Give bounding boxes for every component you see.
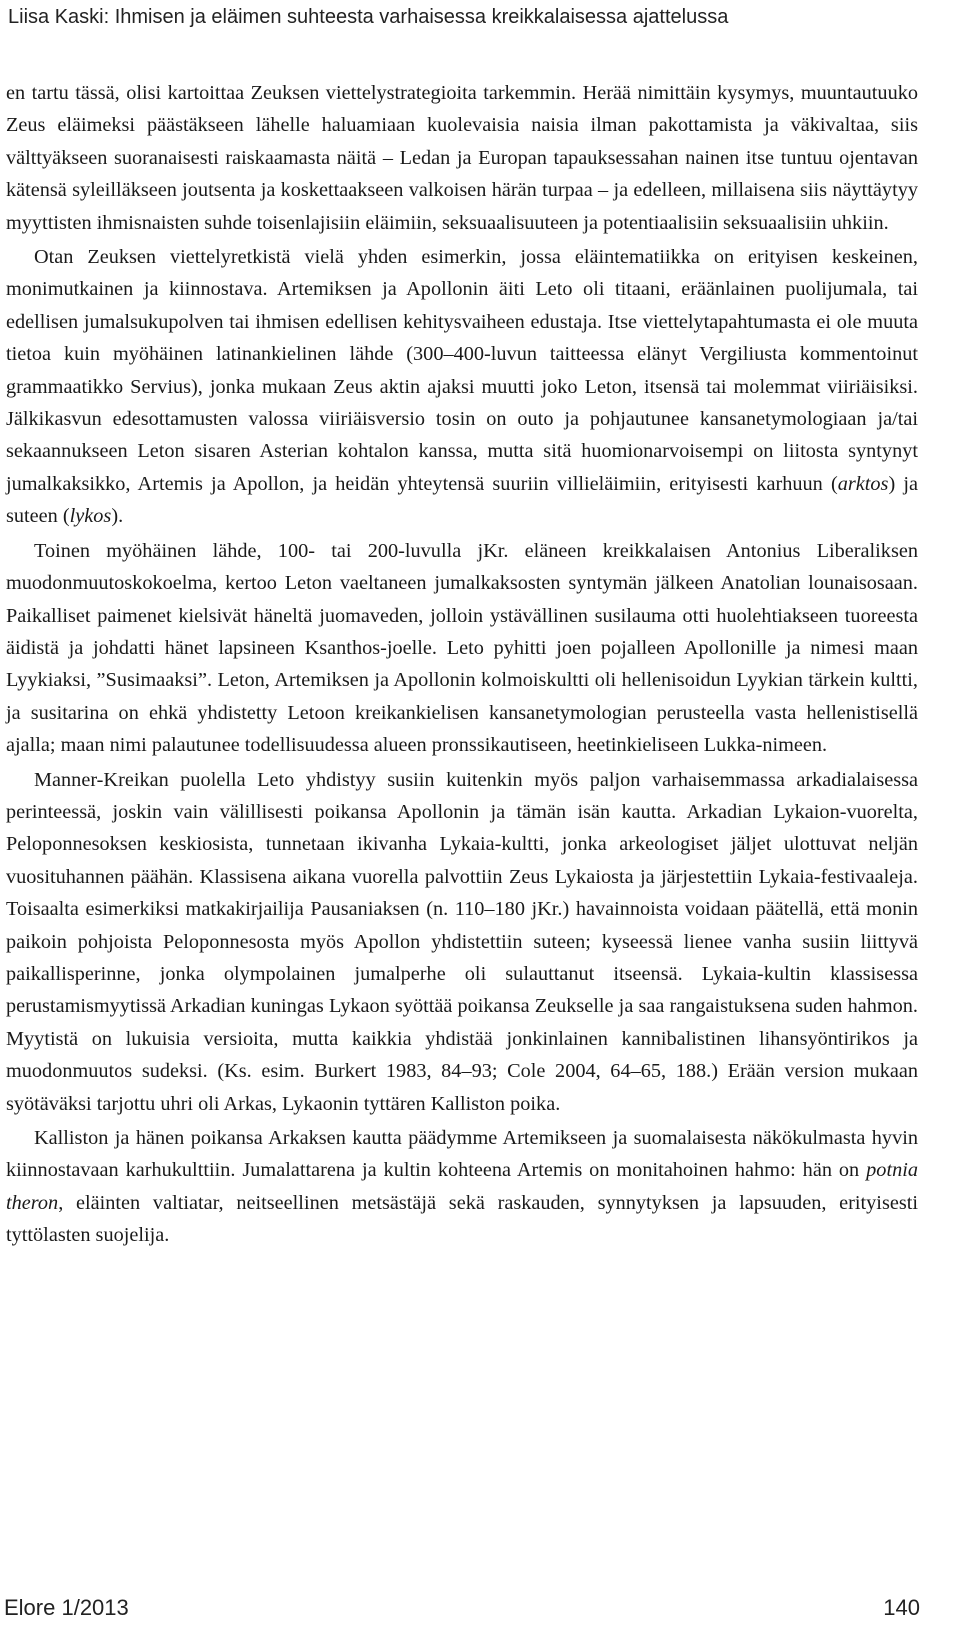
term-lykos: lykos	[69, 505, 112, 528]
paragraph-5	[6, 1122, 918, 1252]
page-number: 140	[883, 1595, 920, 1620]
running-header: Liisa Kaski: Ihmisen ja eläimen suhteesta varhaisessa kreikkalaisessa ajattelussa	[8, 6, 729, 28]
paragraph-1: en tartu tässä, olisi kartoittaa Zeuksen viettelystrategioita tarkemmin. Herää nimittäin kysymys, muuntautuuko Zeus eläimeksi päästäkseen lähelle haluamiaan kuolevaisia naisia ilman pakottamista ja väkivaltaa, siis välttyäkseen suoranaisesti raiskaamasta näitä – Ledan ja Europan tapauksessahan nainen itse tuntuu ojentavan kätensä syleilläkseen joutsenta ja koskettaakseen valkoisen härän turpaa – ja edelleen, millaisena siis näyttäytyy myyttisten ihmisnaisten suhde toisenlajisiin eläimiin, seksuaalisuuteen ja potentiaalisiin seksuaalisiin uhkiin.	[6, 82, 918, 234]
term-arktos: arktos	[837, 472, 889, 495]
paragraph-3: Toinen myöhäinen lähde, 100- tai 200-luvulla jKr. eläneen kreikkalaisen Antonius Liberaliksen muodonmuutoskokoelma, kertoo Leton vaeltaneen jumalkaksosten syntymän jälkeen Anatolian lounaisosaan. Paikalliset paimenet kielsivät häneltä juomaveden, jolloin ystävällinen susilauma otti huolehtiakseen tuoreesta äidistä ja johdatti hänet lapsineen Ksanthos-joelle. Leto pyhitti joen pojalleen Apollonille ja nimesi maan Lyykiaksi, ”Susimaaksi”. Leton, Artemiksen ja Apollonin kolmoiskultti oli hellenisoidun Lyykian tärkein kultti, ja susitarina on ehkä yhdistetty Letoon kreikankielisen kansanetymologian perusteella vasta hellenistisellä ajalla; maan nimi palautunee todellisuudessa alueen pronssikautiseen, heetinkieliseen Lukka-nimeen.	[6, 539, 918, 757]
paragraph-5-text-a: Kalliston ja hänen poikansa Arkaksen kautta päädymme Artemikseen ja suomalaisesta näkökulmasta hyvin kiinnostavaan karhukulttiin. Jumalattarena ja kultin kohteena Artemis on monitahoinen hahmo: hän on	[6, 1127, 918, 1182]
journal-issue: Elore 1/2013	[4, 1595, 129, 1620]
paragraph-4: Manner-Kreikan puolella Leto yhdistyy susiin kuitenkin myös paljon varhaisemmassa arkadialaisessa perinteessä, joskin vain välillisesti poikansa Apollonin ja tämän isän kautta. Arkadian Lykaion-vuorelta, Peloponnesoksen keskiosista, tunnetaan ikivanha Lykaia-kultti, jonka arkeologiset jäljet ulottuvat neljän vuosituhannen päähän. Klassisena aikana vuorella palvottiin Zeus Lykaiosta ja järjestettiin Lykaia-festivaaleja. Toisaalta esimerkiksi matkakirjailija Pausaniaksen (n. 110–180 jKr.) havainnoista voidaan päätellä, että monin paikoin pohjoista Peloponnesosta myös Apollon yhdistettiin suteen; kyseessä lienee vanha susiin liittyvä paikallisperinne, jonka olympolainen jumalperhe oli sulauttanut itseensä. Lykaia-kultin klassisessa perustamismyytissä Arkadian kuningas Lykaon syöttää poikansa Zeukselle ja saa rangaistuksena suden hahmon. Myytistä on lukuisia versioita, mutta kaikkia yhdistää jonkinlainen kannibalistinen lihansyöntirikos ja muodonmuutos sudeksi. (Ks. esim. Burkert 1983, 84–93; Cole 2004, 64–65, 188.) Erään version mukaan syötäväksi tarjottu uhri oli Arkas, Lykaonin tyttären Kalliston poika.	[6, 768, 918, 1115]
paragraph-2-text-b: ) ja suteen (	[6, 472, 919, 528]
paragraph-2-text-a: Otan Zeuksen viettelyretkistä vielä yhden esimerkin, jossa eläintematiikka on erityisen keskeinen, monimutkainen ja kiinnostava. Artemiksen ja Apollonin äiti Leto oli titaani, eräänlainen puolijumala, tai edellisen jumalsukupolven tai ihmisen edellisen kehitysvaiheen edustaja. Itse viettelytapahtumasta ei ole muuta tietoa kuin myöhäinen latinankielinen lähde (300–400-luvun taitteessa elänyt Vergiliusta kommentoinut grammaatikko Servius), jonka mukaan Zeus aktin ajaksi muutti joko Leton, itsensä tai molemmat viiriäisiksi. Jälkikasvun edesottamusten valossa viiriäisversio tosin on outo ja pohjautunee kansanetymologiaan ja/tai sekaannukseen Leton sisaren Asterian kohtalon kanssa, mutta sitä huomionarvoisempi on liitosta syntynyt jumalkaksikko, Artemis ja Apollon, ja heidän yhteytensä suuriin villieläimiin, erityisesti karhuun (	[6, 246, 918, 495]
paragraph-2	[6, 241, 918, 533]
term-potnia-theron: potnia theron	[6, 1159, 918, 1214]
paragraph-5-text-b: , eläinten valtiatar, neitseellinen metsästäjä sekä raskauden, synnytyksen ja lapsuuden, erityisesti tyttölasten suojelija.	[6, 1191, 918, 1247]
article-body	[6, 77, 918, 1252]
paragraph-2-text-c: ).	[111, 505, 124, 528]
